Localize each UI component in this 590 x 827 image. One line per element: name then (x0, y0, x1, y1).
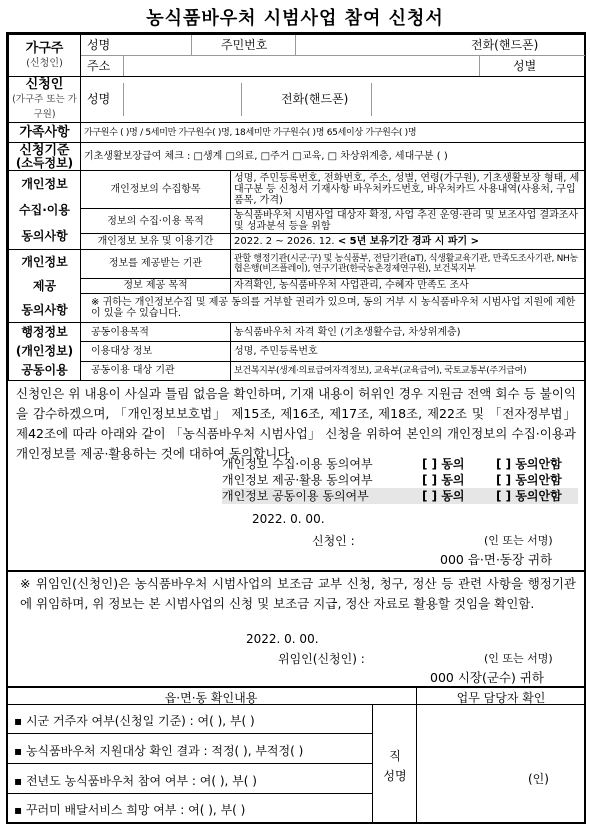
provide-value-1: 자격확인, 농식품바우처 사업관리, 수혜자 만족도 조사 (231, 278, 585, 293)
provide-key-1: 정보 제공 목적 (81, 278, 231, 293)
collect-value-2: 2022. 2 ~ 2026. 12. < 5년 보유기간 경과 시 파기 > (231, 233, 585, 249)
consent-agree-0[interactable]: [ ] 동의 (422, 457, 465, 471)
applicant-name-label: 성명 (87, 92, 111, 106)
criteria-text: 기초생활보장급여 체크 : □생계 □의료, □주거 □교육, □ 차상위계층, 세대구분 ( ) (81, 143, 585, 171)
provide-notice: ※ 귀하는 개인정보수집 및 제공 동의를 거부할 권리가 있으며, 동의 거부 시 농식품바우처 시범사업 지원에 제한이 있을 수 있습니다. (81, 294, 585, 323)
joint-key-2: 공동이용 대상 기관 (81, 361, 231, 380)
phone-label: 전화(핸드폰) (471, 38, 539, 52)
form-title: 농식품바우처 시범사업 참여 신청서 (146, 8, 444, 29)
confirm-right-header: 업무 담당자 확인 (456, 691, 546, 705)
address-label: 주소 (87, 59, 111, 73)
info-table (8, 34, 585, 381)
family-text: 가구원수 ( )명 / 5세미만 가구원수( )명, 18세미만 가구원수( )명 65세이상 가구원수( )명 (81, 123, 585, 143)
confirm-item-3: ▪ 꾸러미 배달서비스 희망 여부 : 여( ), 부( ) (14, 803, 246, 817)
privacy-provide-label: 개인정보 제공 동의사항 (9, 250, 81, 323)
privacy-collect-label: 개인정보 수집·이용 동의사항 (9, 171, 81, 250)
gender-label: 성별 (513, 59, 537, 73)
declaration-signer-label: 신청인 : (312, 534, 355, 548)
joint-value-1: 성명, 주민등록번호 (231, 342, 585, 361)
confirm-item-2: ▪ 전년도 농식품바우처 참여 여부 : 여( ), 부( ) (14, 774, 257, 788)
provide-value-0: 관할 행정기관(시군·구) 및 농식품부, 전담기관(aT), 식생활교육기관, 만족도조사기관, NH농협은행(비즈플레이), 연구기관(한국농촌경제연구원), 보건복지부 (231, 250, 585, 279)
delegation-signer-label: 위임인(신청인) : (278, 652, 365, 666)
delegation-paragraph: ※ 위임인(신청인)은 농식품바우처 시범사업의 보조금 교부 신청, 청구, 정산 등 관련 사항을 행정기관에 위임하며, 위 정보는 본 시범사업의 신청 및 보조금 지급, 정산 자료로 활용할 것임을 확인함. (20, 576, 576, 611)
consent-row-1: 개인정보 제공·활용 동의여부 [ ] 동의 [ ] 동의안함 (222, 473, 562, 487)
family-label: 가족사항 (9, 123, 81, 143)
collect-key-0: 개인정보의 수집항목 (81, 171, 231, 209)
declaration-addressee: 000 읍·면·동장 귀하 (440, 552, 553, 567)
declaration-paragraph: 신청인은 위 내용이 사실과 틀림 없음을 확인하며, 기재 내용이 허위인 경우 지원금 전액 회수 등 불이익을 감수하겠으며, 「개인정보보호법」 제15조, 제16조, 제17조, 제18조, 제22조 및 「전자정부법」 제42조에 따라 아래와 같이 「농식품바우처 시범사업」 신청을 위하여 본인의 개인정보의 수집·이용과 개인정보를 제공·활용하는 것에 대하여 동의합니다. (16, 386, 576, 461)
declaration-sign-note: (인 또는 서명) (484, 534, 553, 547)
joint-key-1: 이용대상 정보 (81, 342, 231, 361)
household-head-label: 가구주 (신청인) (9, 35, 81, 77)
applicant-phone-label: 전화(핸드폰) (281, 92, 349, 106)
consent-disagree-2[interactable]: [ ] 동의안함 (496, 489, 562, 503)
joint-use-label: 행정정보 (개인정보) 공동이용 (9, 323, 81, 381)
collect-value-0: 성명, 주민등록번호, 전화번호, 주소, 성별, 연령(가구원), 기초생활보장 형태, 세대구분 등 신청서 기재사항 바우처카드번호, 바우처카드 사용내역(사용처, 구입품목, 가격) (231, 171, 585, 209)
collect-key-2: 개인정보 보유 및 이용기간 (81, 233, 231, 249)
joint-key-0: 공동이용목적 (81, 323, 231, 342)
delegation-date: 2022. 0. 00. (246, 632, 319, 646)
joint-value-0: 농식품바우처 자격 확인 (기초생활수급, 차상위계층) (231, 323, 585, 342)
confirm-item-0: ▪ 시군 거주자 여부(신청일 기준) : 여( ), 부( ) (14, 714, 255, 728)
declaration-date: 2022. 0. 00. (252, 512, 325, 526)
name-label: 성명 (87, 38, 111, 52)
collect-value-1: 농식품바우처 시범사업 대상자 확정, 사업 추진 운영·관리 및 보조사업 결과조사 및 성과분석 등을 위함 (231, 209, 585, 233)
consent-row-0: 개인정보 수집·이용 동의여부 [ ] 동의 [ ] 동의안함 (222, 457, 562, 471)
provide-key-0: 정보를 제공받는 기관 (81, 250, 231, 279)
officer-position-label: 직 성명 (383, 749, 407, 783)
delegation-sign-note: (인 또는 서명) (484, 652, 553, 665)
consent-disagree-1[interactable]: [ ] 동의안함 (496, 473, 562, 487)
consent-agree-1[interactable]: [ ] 동의 (422, 473, 465, 487)
confirm-left-header: 읍·면·동 확인내용 (164, 691, 258, 705)
officer-seal-label: (인) (528, 772, 549, 786)
section-divider (6, 570, 586, 572)
collect-key-1: 정보의 수집·이용 목적 (81, 209, 231, 233)
rrn-label: 주민번호 (221, 38, 268, 52)
consent-agree-2[interactable]: [ ] 동의 (422, 489, 465, 503)
applicant-label: 신청인 (가구주 또는 가구원) (9, 77, 81, 123)
consent-disagree-0[interactable]: [ ] 동의안함 (496, 457, 562, 471)
consent-row-2: 개인정보 공동이용 동의여부 [ ] 동의 [ ] 동의안함 (222, 488, 578, 504)
confirm-item-1: ▪ 농식품바우처 지원대상 확인 결과 : 적정( ), 부적정( ) (14, 744, 304, 758)
joint-value-2: 보건복지부(생계·의료급여자격정보), 교육부(교육급여), 국토교통부(주거급여) (231, 361, 585, 380)
criteria-label: 신청기준 (소득정보) (9, 143, 81, 171)
delegation-addressee: 000 시장(군수) 귀하 (430, 670, 545, 685)
